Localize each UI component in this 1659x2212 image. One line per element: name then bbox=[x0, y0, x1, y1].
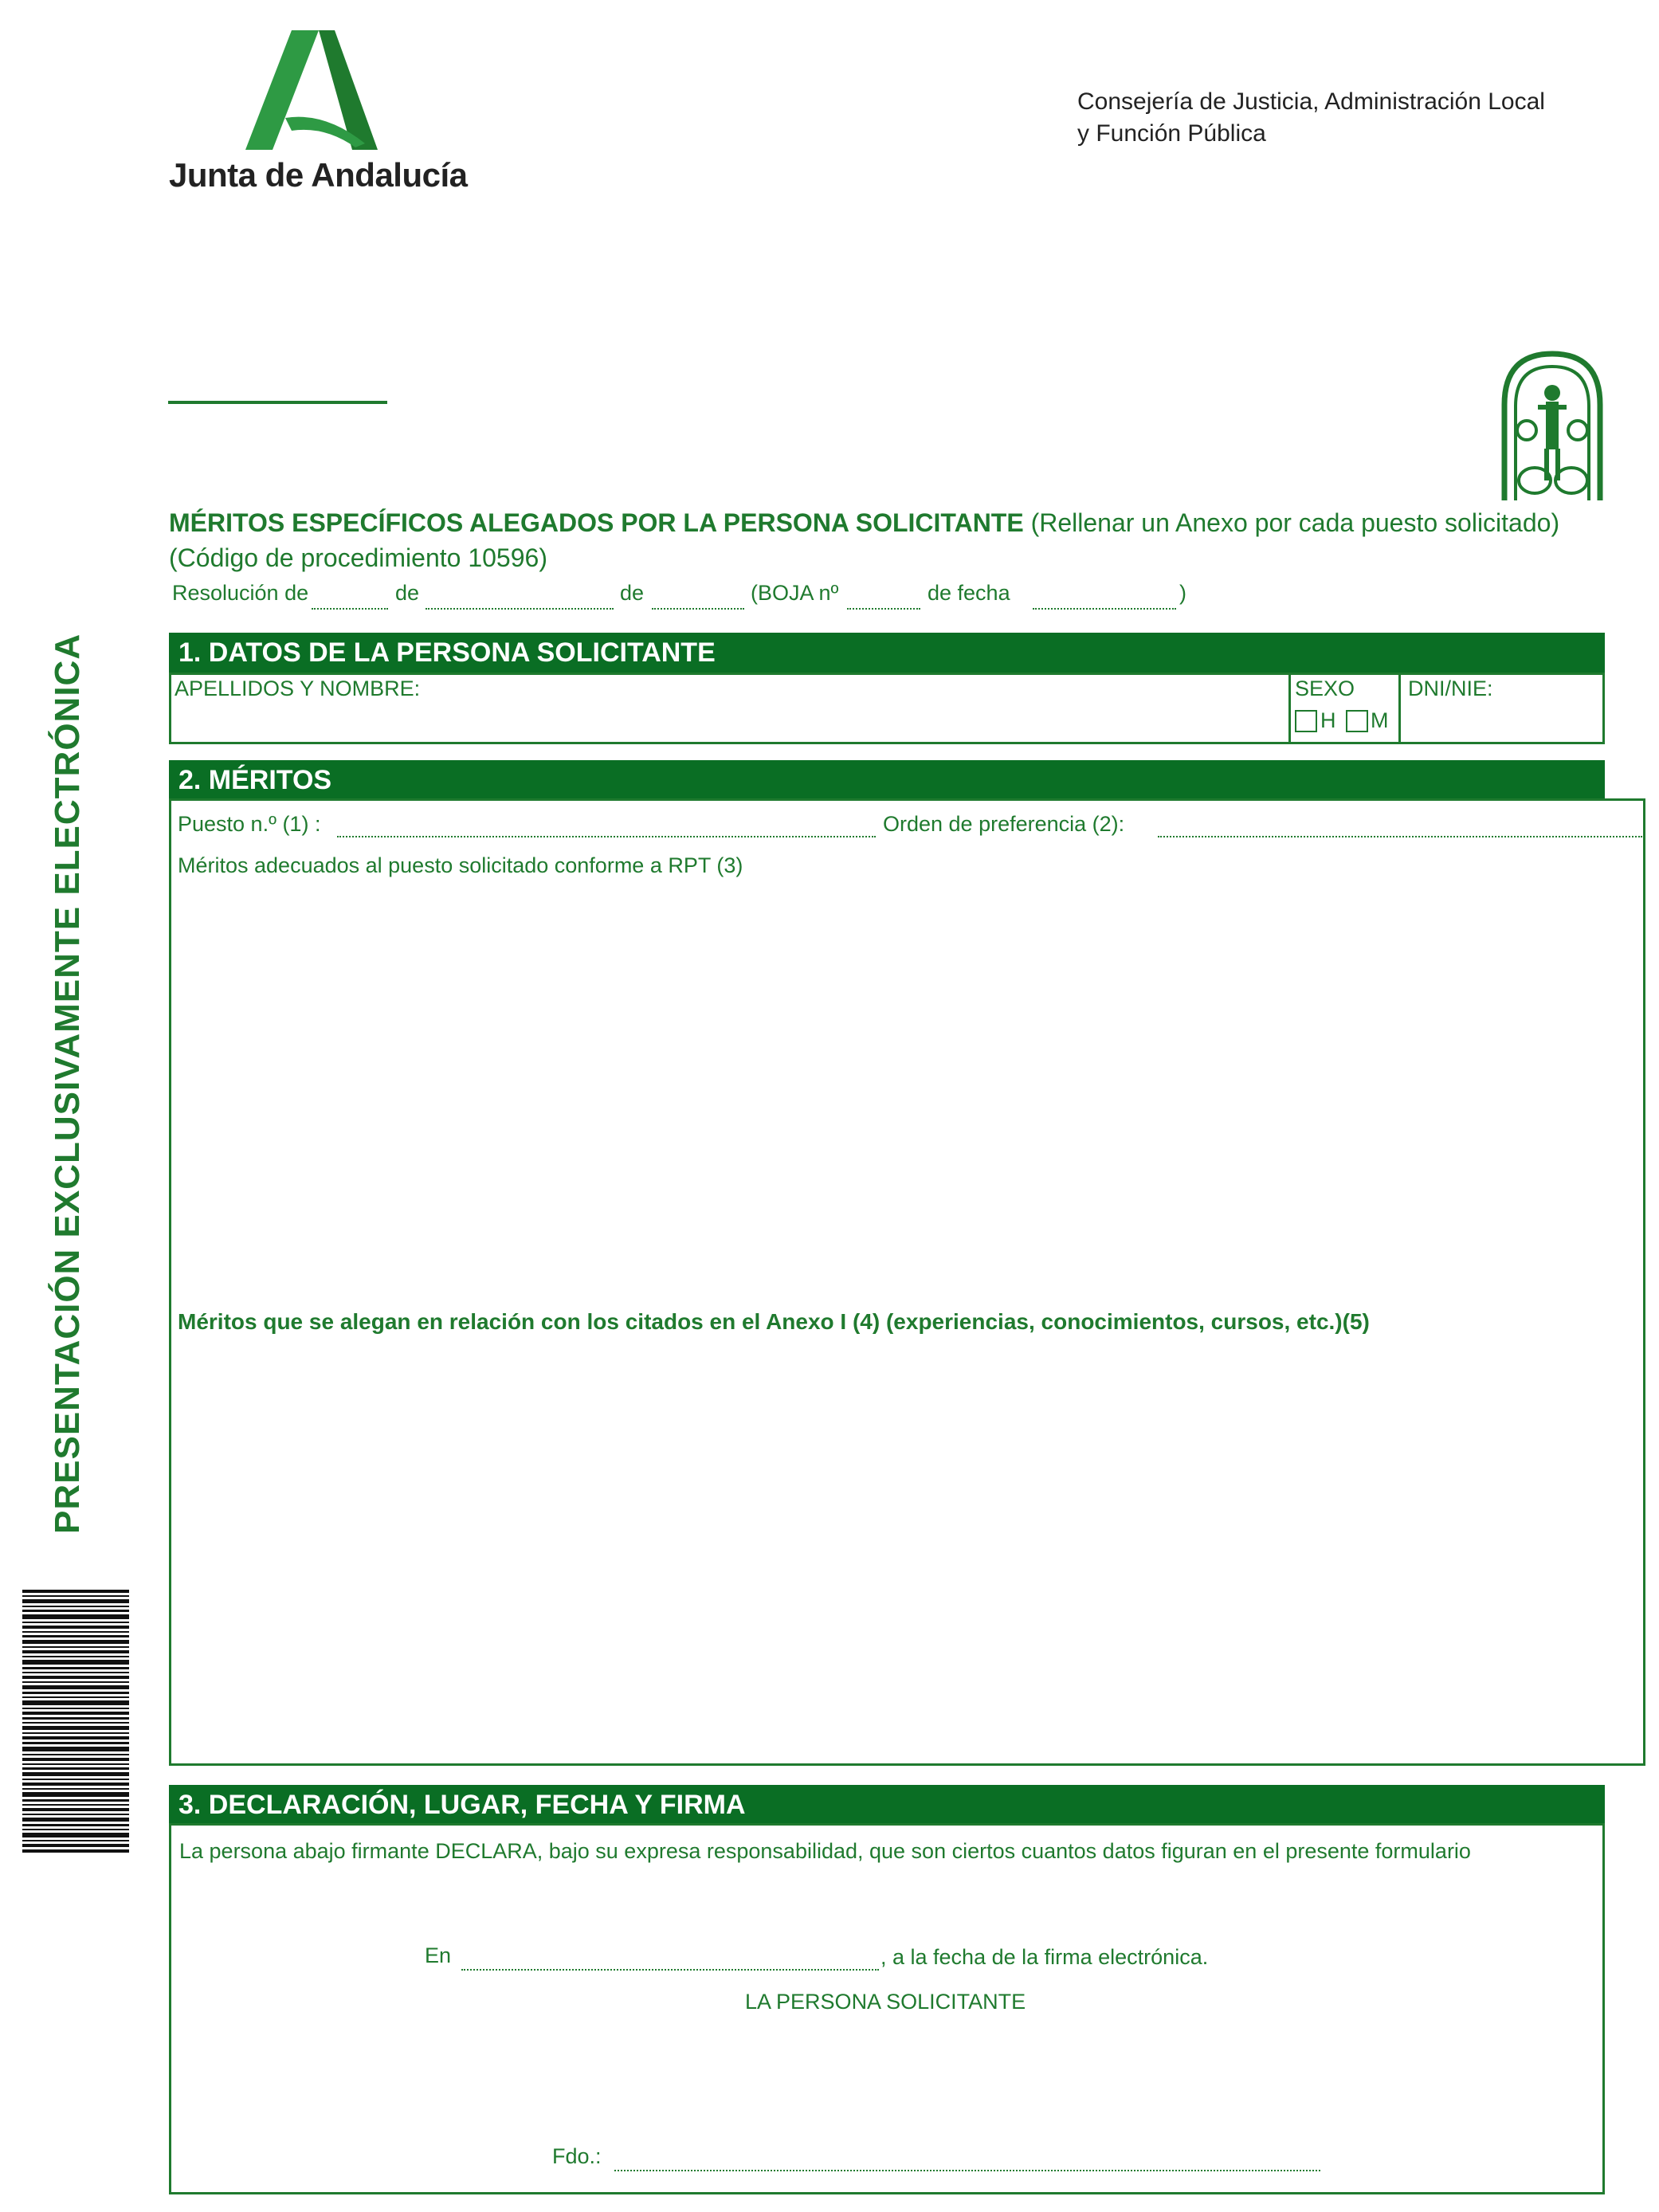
orden-label: Orden de preferencia (2): bbox=[883, 812, 1125, 836]
sex-h-label: H bbox=[1320, 708, 1336, 732]
section-2-heading: 2. MÉRITOS bbox=[169, 760, 1605, 800]
de-label-1: de bbox=[395, 581, 420, 605]
side-presentation-text: PRESENTACIÓN EXCLUSIVAMENTE ELECTRÓNICA bbox=[48, 633, 87, 1534]
boja-number-field[interactable] bbox=[847, 608, 920, 610]
title-bold: MÉRITOS ESPECÍFICOS ALEGADOS POR LA PERSONA SOLICITANTE bbox=[169, 508, 1024, 537]
section-1-box bbox=[169, 673, 1605, 744]
puesto-label: Puesto n.º (1) : bbox=[178, 812, 321, 836]
section-2-box bbox=[169, 798, 1645, 1766]
resolucion-year-field[interactable] bbox=[652, 608, 744, 610]
form-title bbox=[169, 505, 1608, 575]
resolucion-month-field[interactable] bbox=[426, 608, 614, 610]
fdo-label: Fdo.: bbox=[552, 2144, 602, 2168]
coat-of-arms bbox=[1498, 349, 1606, 500]
dni-field[interactable] bbox=[1408, 704, 1599, 740]
resolucion-label: Resolución de bbox=[172, 581, 309, 605]
coat-of-arms-icon bbox=[1498, 349, 1606, 500]
fecha-firma-text: , a la fecha de la firma electrónica. bbox=[880, 1945, 1209, 1969]
junta-logo-icon bbox=[245, 24, 381, 151]
en-label: En bbox=[425, 1943, 452, 1967]
title-line bbox=[169, 505, 1608, 540]
department-line-2: y Función Pública bbox=[1077, 120, 1266, 147]
declaration-text: La persona abajo firmante DECLARA, bajo su expresa responsabilidad, que son ciertos cuantos datos figuran en el presente formulario bbox=[179, 1839, 1471, 1863]
procedure-code: (Código de procedimiento 10596) bbox=[169, 543, 547, 572]
puesto-field[interactable] bbox=[337, 836, 876, 837]
adecuados-label: Méritos adecuados al puesto solicitado conforme a RPT (3) bbox=[178, 853, 743, 877]
sex-m-checkbox[interactable] bbox=[1346, 710, 1368, 732]
sex-label: SEXO bbox=[1295, 677, 1355, 700]
close-paren: ) bbox=[1179, 581, 1186, 605]
sex-m-label: M bbox=[1371, 708, 1389, 732]
sex-divider bbox=[1288, 675, 1291, 742]
name-label: APELLIDOS Y NOMBRE: bbox=[175, 677, 421, 700]
org-name: Junta de Andalucía bbox=[169, 156, 468, 194]
title-note: (Rellenar un Anexo por cada puesto solicitado) bbox=[1023, 508, 1560, 537]
resolution-row bbox=[172, 578, 1606, 613]
firma-field[interactable] bbox=[614, 2170, 1320, 2171]
junta-logo bbox=[245, 24, 381, 151]
boja-label: (BOJA nº bbox=[751, 581, 839, 605]
section-3-box bbox=[169, 1823, 1605, 2194]
boja-date-field[interactable] bbox=[1033, 608, 1176, 610]
section-1-heading: 1. DATOS DE LA PERSONA SOLICITANTE bbox=[169, 633, 1605, 673]
alegan-label: Méritos que se alegan en relación con los citados en el Anexo I (4) (experiencias, conocimientos, cursos, etc.)(5) bbox=[178, 1309, 1370, 1334]
header-rule bbox=[168, 401, 387, 404]
fecha-label: de fecha bbox=[928, 581, 1010, 605]
alegan-textarea[interactable] bbox=[178, 1346, 1636, 1760]
lugar-field[interactable] bbox=[461, 1969, 879, 1971]
name-field[interactable] bbox=[175, 704, 1286, 740]
dni-divider bbox=[1398, 675, 1401, 742]
sex-h-checkbox[interactable] bbox=[1295, 710, 1317, 732]
department-line-1: Consejería de Justicia, Administración Local bbox=[1077, 88, 1545, 115]
adecuados-textarea[interactable] bbox=[178, 888, 1636, 1303]
solicitante-label: LA PERSONA SOLICITANTE bbox=[745, 1990, 1026, 2014]
dni-label: DNI/NIE: bbox=[1408, 677, 1493, 700]
barcode-icon bbox=[22, 1590, 129, 1853]
orden-field[interactable] bbox=[1158, 836, 1642, 837]
department-name bbox=[1077, 86, 1545, 150]
de-label-2: de bbox=[620, 581, 645, 605]
section-3-heading: 3. DECLARACIÓN, LUGAR, FECHA Y FIRMA bbox=[169, 1785, 1605, 1825]
resolucion-field[interactable] bbox=[312, 608, 388, 610]
